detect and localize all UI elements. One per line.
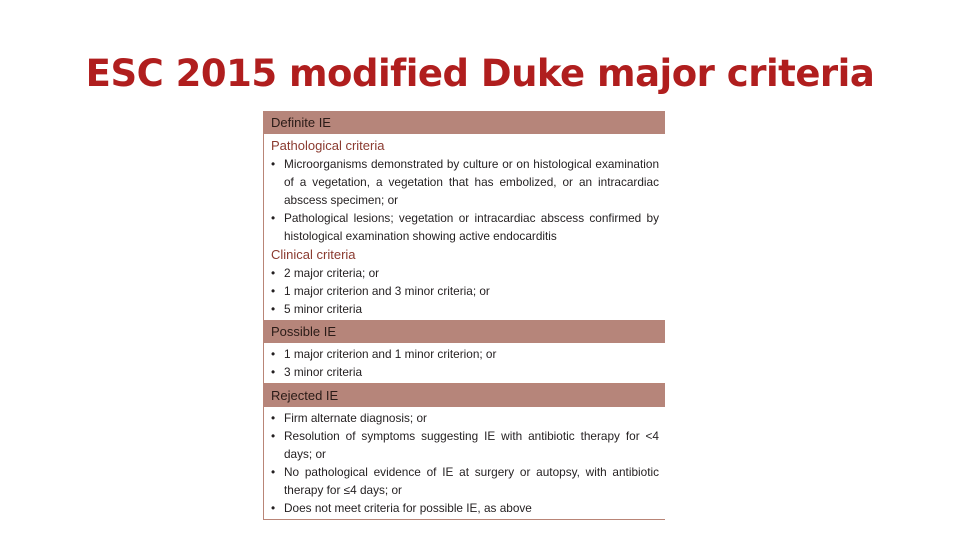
possible-ie-list — [271, 345, 659, 381]
subheading-pathological-criteria: Pathological criteria — [271, 138, 385, 153]
section-body-possible-ie — [264, 343, 665, 383]
list-item: • 5 minor criteria — [271, 300, 659, 318]
clinical-criteria-list — [271, 264, 659, 318]
criteria-table — [263, 111, 665, 520]
section-header-definite-ie: Definite IE — [264, 111, 665, 134]
list-item: • Pathological lesions; vegetation or intracardiac abscess confirmed by histological examination showing active endocarditis — [271, 209, 659, 245]
list-item: • 2 major criteria; or — [271, 264, 659, 282]
section-body-definite-ie — [264, 134, 665, 320]
slide-title: ESC 2015 modified Duke major criteria — [85, 52, 875, 95]
subheading-clinical-criteria: Clinical criteria — [271, 247, 356, 262]
section-header-possible-ie: Possible IE — [264, 320, 665, 343]
section-header-rejected-ie: Rejected IE — [264, 384, 665, 407]
list-item: • Resolution of symptoms suggesting IE with antibiotic therapy for <4 days; or — [271, 427, 659, 463]
list-item: • 1 major criterion and 3 minor criteria; or — [271, 282, 659, 300]
list-item: • Does not meet criteria for possible IE, as above — [271, 499, 659, 517]
list-item: • 3 minor criteria — [271, 363, 659, 381]
list-item: • No pathological evidence of IE at surgery or autopsy, with antibiotic therapy for ≤4 days; or — [271, 463, 659, 499]
section-body-rejected-ie — [264, 407, 665, 519]
list-item: • Microorganisms demonstrated by culture or on histological examination of a vegetation, a vegetation that has embolized, or an intracardiac abscess specimen; or — [271, 155, 659, 209]
list-item: • 1 major criterion and 1 minor criterion; or — [271, 345, 659, 363]
list-item: • Firm alternate diagnosis; or — [271, 409, 659, 427]
rejected-ie-list — [271, 409, 659, 517]
pathological-criteria-list — [271, 155, 659, 245]
